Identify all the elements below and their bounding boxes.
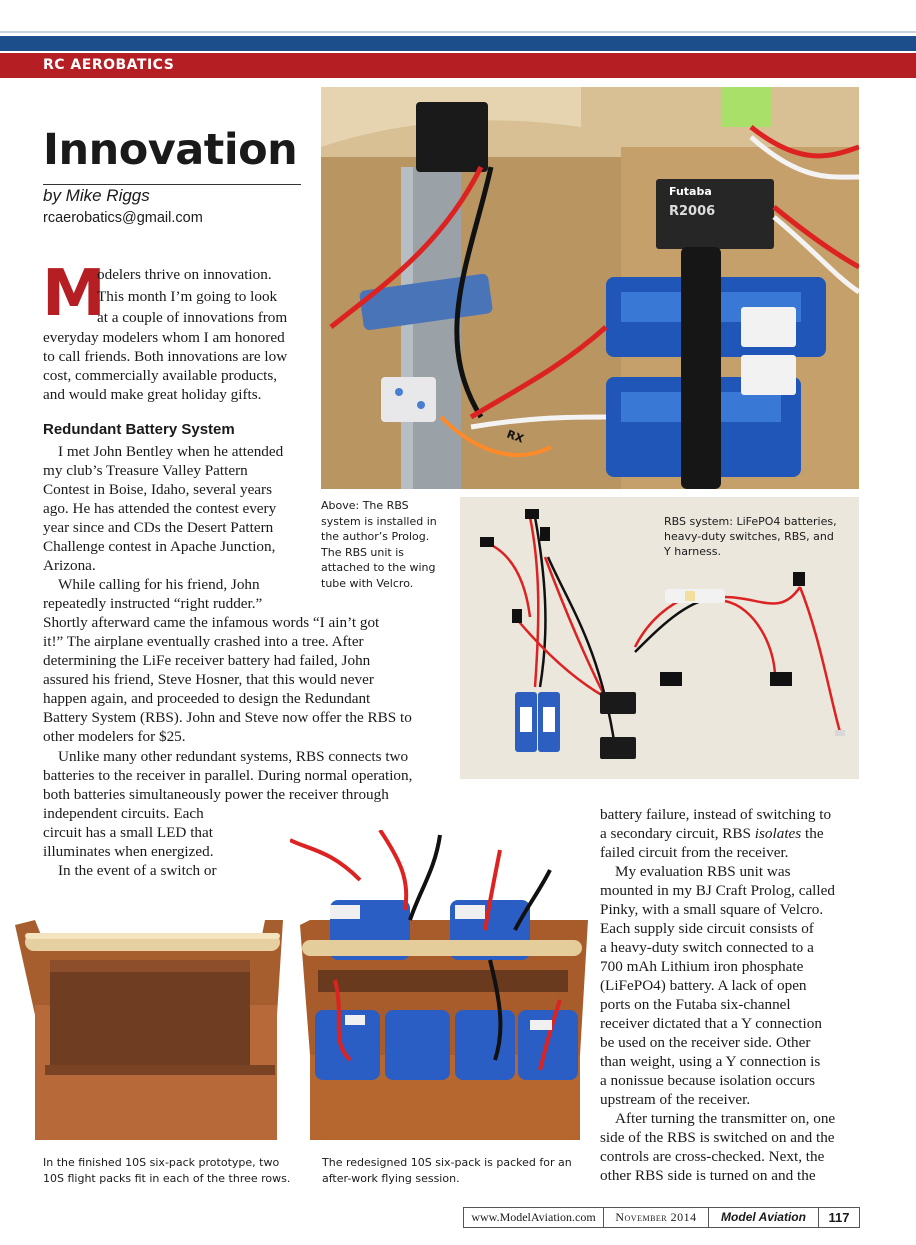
header-thin-rule [0, 31, 916, 33]
text-line: happen again, and proceeded to design the Redundant [43, 690, 371, 707]
text-line: both batteries simultaneously power the receiver through [43, 786, 389, 803]
caption-rbs-line: RBS system: LiFePO4 batteries, [664, 515, 837, 528]
text-line: While calling for his friend, John [58, 576, 260, 593]
caption-line: tube with Velcro. [321, 576, 414, 590]
text-line: (LiFePO4) battery. A lack of open [600, 977, 807, 994]
photo-sixpack-redesigned [290, 830, 590, 1148]
text-line: a secondary circuit, RBS isolates the [600, 825, 824, 842]
text-line: circuit has a small LED that [43, 824, 213, 841]
caption-line: system is installed in [321, 514, 437, 528]
footer-date: November 2014 [603, 1207, 709, 1228]
caption-line: The redesigned 10S six-pack is packed for an [322, 1156, 572, 1169]
text-line: year since and CDs the Desert Pattern [43, 519, 274, 536]
text-line: Pinky, with a small square of Velcro. [600, 901, 824, 918]
text-line: Shortly afterward came the infamous words “I ain’t got [43, 614, 380, 631]
text-line: upstream of the receiver. [600, 1091, 751, 1108]
text-line: cost, commercially available products, [43, 367, 278, 384]
text-line: controls are cross-checked. Next, the [600, 1148, 825, 1165]
caption-box1 [43, 1155, 290, 1186]
text-line: I met John Bentley when he attended [58, 443, 284, 460]
caption-line: The RBS unit is [321, 545, 405, 559]
text-line: ports on the Futaba six-channel [600, 996, 791, 1013]
title-rule [43, 184, 301, 185]
text-line: battery failure, instead of switching to [600, 806, 832, 823]
footer-page-number: 117 [818, 1207, 860, 1228]
text-line: In the event of a switch or [58, 862, 217, 879]
text-line: Each supply side circuit consists of [600, 920, 814, 937]
packed-box-illustration [290, 830, 590, 1148]
text-line: Contest in Boise, Idaho, several years [43, 481, 273, 498]
text-line: ago. He has attended the contest every [43, 500, 277, 517]
text-line: independent circuits. Each [43, 805, 204, 822]
text-line: failed circuit from the receiver. [600, 844, 789, 861]
text-line: other modelers for $25. [43, 728, 186, 745]
header-blue-bar [0, 36, 916, 51]
drop-cap: M [42, 257, 106, 331]
byline: by Mike Riggs [43, 186, 150, 205]
text-line: Battery System (RBS). John and Steve now offer the RBS to [43, 709, 412, 726]
caption-line: the author’s Prolog. [321, 530, 430, 543]
text-line: other RBS side is turned on and the [600, 1167, 816, 1184]
text-line: assured his friend, Steve Hosner, that this would never [43, 671, 374, 688]
text-line: illuminates when energized. [43, 843, 214, 860]
author-email[interactable]: rcaerobatics@gmail.com [43, 210, 203, 226]
text-line: determining the LiFe receiver battery had failed, John [43, 652, 371, 669]
caption-top-photo [321, 498, 437, 591]
text-line: everyday modelers whom I am honored [43, 329, 285, 346]
footer-url[interactable]: www.ModelAviation.com [463, 1207, 604, 1228]
caption-line: Above: The RBS [321, 499, 409, 512]
footer-magazine: Model Aviation [708, 1207, 819, 1228]
text-line: be used on the receiver side. Other [600, 1034, 811, 1051]
article-title: Innovation [43, 125, 298, 175]
text-line: my club’s Treasure Valley Pattern [43, 462, 248, 479]
text-line: odelers thrive on innovation. [97, 266, 272, 283]
photo-rbs-installation [321, 87, 859, 489]
caption-rbs-line: heavy-duty switches, RBS, and [664, 530, 834, 543]
text-line: repeatedly instructed “right rudder.” [43, 595, 263, 612]
text-line: mounted in my BJ Craft Prolog, called [600, 882, 835, 899]
rbs-tag-label: RX [504, 427, 526, 446]
text-line: receiver dictated that a Y connection [600, 1015, 822, 1032]
text-line: side of the RBS is switched on and the [600, 1129, 835, 1146]
text-line: a heavy-duty switch connected to a [600, 939, 814, 956]
text-line: it!” The airplane eventually crashed into a tree. After [43, 633, 364, 650]
subhead: Redundant Battery System [43, 421, 235, 438]
text-line: batteries to the receiver in parallel. During normal operation, [43, 767, 413, 784]
text-line: Challenge contest in Apache Junction, [43, 538, 276, 555]
text-line: at a couple of innovations from [97, 309, 288, 326]
section-label: RC AEROBATICS [43, 57, 175, 73]
caption-line: after-work flying session. [322, 1171, 460, 1185]
caption-line: 10S flight packs fit in each of the three rows. [43, 1171, 291, 1185]
text-line: than weight, using a Y connection is [600, 1053, 821, 1070]
caption-rbs-line: Y harness. [664, 545, 721, 558]
text-line: and would make great holiday gifts. [43, 386, 262, 403]
caption-line: attached to the wing [321, 561, 436, 574]
receiver-model-label: R2006 [669, 204, 716, 219]
caption-line: In the finished 10S six-pack prototype, two [43, 1156, 280, 1169]
photo-rbs-components [460, 497, 859, 779]
rbs-components-illustration [460, 497, 859, 779]
caption-box2 [322, 1155, 572, 1186]
text-line: Arizona. [43, 557, 96, 574]
photo-sixpack-prototype [15, 915, 287, 1147]
text-line: to call friends. Both innovations are low [43, 348, 288, 365]
text-line: Unlike many other redundant systems, RBS connects two [58, 748, 409, 765]
text-line: After turning the transmitter on, one [615, 1110, 836, 1127]
wooden-box-illustration [15, 915, 287, 1147]
text-line: This month I’m going to look [97, 288, 278, 305]
text-line: My evaluation RBS unit was [615, 863, 791, 880]
text-line: 700 mAh Lithium iron phosphate [600, 958, 804, 975]
installation-illustration [321, 87, 859, 489]
receiver-brand-label: Futaba [669, 185, 712, 198]
text-line: a nonissue because isolation occurs [600, 1072, 816, 1089]
